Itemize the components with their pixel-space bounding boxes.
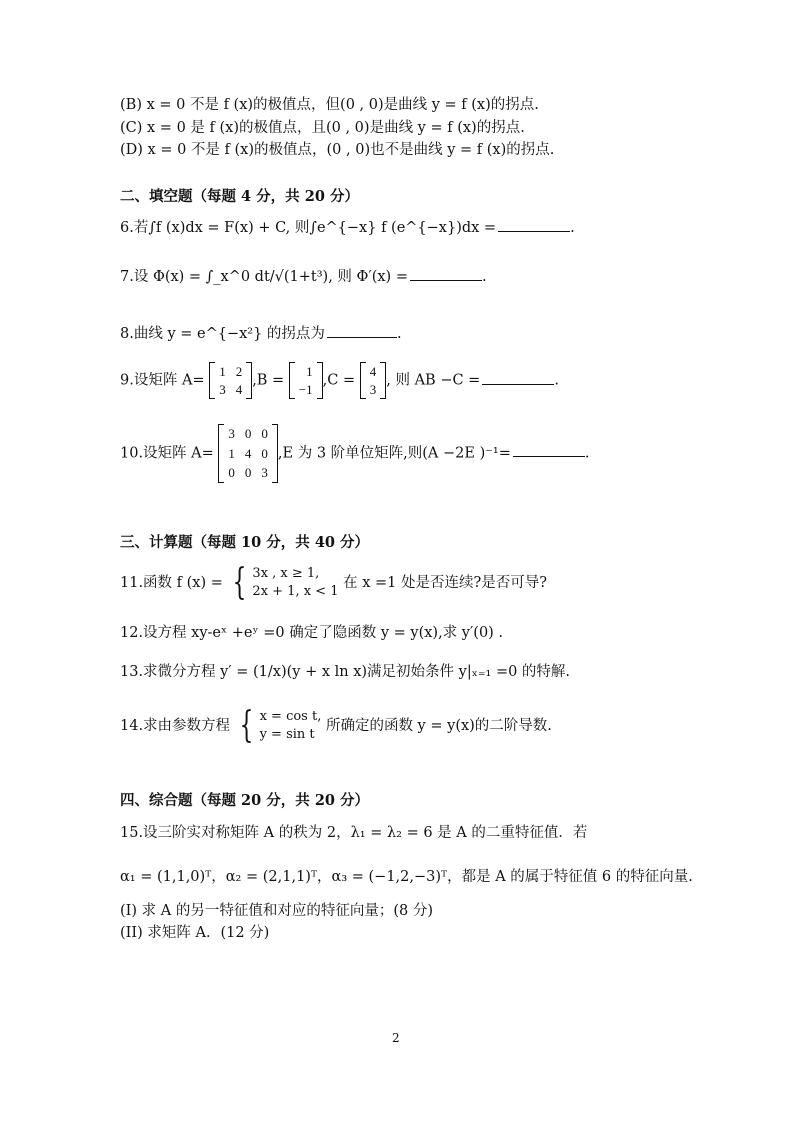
section3-heading: 三、计算题（每题 10 分，共 40 分） [120, 534, 370, 551]
matrix-cell: 0 [261, 445, 268, 461]
option-c: (C) x = 0 是 f (x)的极值点，且(0 , 0)是曲线 y = f (x)的拐点. [120, 120, 525, 136]
question-10-prefix: 10.设矩阵 A= [120, 445, 214, 462]
answer-blank [410, 266, 482, 281]
matrix-cell: −1 [298, 381, 313, 397]
matrix-cell: 3 [369, 381, 377, 397]
matrix-cell: 3 [261, 465, 268, 481]
question-14-prefix: 14.求由参数方程 [120, 718, 231, 734]
answer-blank [498, 217, 570, 232]
question-14 [120, 705, 552, 746]
case-row: 2x + 1, x < 1 [252, 584, 339, 599]
question-12: 12.设方程 xy-eˣ +eʸ =0 确定了隐函数 y = y(x),求 y′(0) . [120, 625, 504, 641]
answer-blank [513, 442, 585, 457]
question-15-part2: (II) 求矩阵 A．(12 分) [120, 925, 270, 941]
question-6-text: 6.若∫f (x)dx = F(x) + C, 则∫e^{−x} f (e^{−x})dx = [120, 220, 497, 236]
section2-heading: 二、填空题（每题 4 分，共 20 分） [120, 188, 359, 205]
matrix-cell: 1 [219, 364, 226, 379]
matrix-cell: 0 [244, 465, 252, 481]
question-10: 10.设矩阵 A= 3 0 0 1 4 0 0 0 3 ,E 为 3 阶单位矩阵,则(A −2E )⁻¹= . [120, 424, 589, 483]
question-8-text: 8.曲线 y = e^{−x²} 的拐点为 [120, 326, 325, 342]
question-9: 9.设矩阵 A= 1 2 3 4 ,B = 1 −1 ,C = 4 3 , 则 AB −C = . [120, 362, 559, 399]
matrix-cell: 4 [244, 445, 252, 461]
question-6: 6.若∫f (x)dx = F(x) + C, 则∫e^{−x} f (e^{−x})dx = . [120, 217, 575, 237]
matrix-a [209, 362, 252, 399]
question-14-suffix: 所确定的函数 y = y(x)的二阶导数. [325, 718, 552, 734]
question-9-prefix: 9.设矩阵 A= [120, 372, 205, 389]
question-15-line1: 15.设三阶实对称矩阵 A 的秩为 2，λ₁ = λ₂ = 6 是 A 的二重特征值．若 [120, 825, 588, 841]
case-row: x = cos t, [259, 709, 322, 725]
piecewise-function: { 3x , x ≥ 1, 2x + 1, x < 1 [232, 562, 339, 603]
matrix-cell: 0 [244, 426, 252, 441]
question-10-suffix: ,E 为 3 阶单位矩阵,则(A −2E )⁻¹= [277, 445, 511, 462]
page-number: 2 [392, 1031, 400, 1045]
answer-blank [482, 370, 554, 385]
matrix-b [289, 362, 323, 399]
parametric-system: { x = cos t, y = sin t [239, 705, 322, 746]
section4-heading: 四、综合题（每题 20 分，共 20 分） [120, 792, 370, 809]
matrix-cell: 0 [261, 426, 268, 441]
matrix-c [360, 362, 387, 399]
question-11-prefix: 11.函数 f (x) = [120, 575, 223, 591]
question-9-suffix: , 则 AB −C = [386, 372, 481, 389]
question-7: 7.设 Φ(x) = ∫_x^0 dt/√(1+t³), 则 Φ′(x) = . [120, 266, 487, 286]
matrix-cell: 2 [235, 364, 243, 379]
option-b: (B) x = 0 不是 f (x)的极值点，但(0 , 0)是曲线 y = f (x)的拐点. [120, 97, 539, 113]
question-13: 13.求微分方程 y′ = (1/x)(y + x ln x)满足初始条件 y|ₓ₌₁ =0 的特解. [120, 664, 571, 680]
matrix-cell: 4 [369, 364, 377, 379]
matrix-cell: 0 [228, 465, 235, 481]
matrix-cell: 1 [228, 445, 235, 461]
question-15-line2: α₁ = (1,1,0)ᵀ，α₂ = (2,1,1)ᵀ，α₃ = (−1,2,−3)ᵀ，都是 A 的属于特征值 6 的特征向量. [120, 869, 693, 885]
case-row: 3x , x ≥ 1, [252, 566, 320, 582]
question-7-text: 7.设 Φ(x) = ∫_x^0 dt/√(1+t³), 则 Φ′(x) = [120, 269, 408, 285]
matrix-cell: 1 [306, 364, 313, 379]
question-8: 8.曲线 y = e^{−x²} 的拐点为 . [120, 323, 402, 343]
question-11-suffix: 在 x =1 处是否连续?是否可导? [343, 575, 548, 591]
option-d: (D) x = 0 不是 f (x)的极值点，(0 , 0)也不是曲线 y = f (x)的拐点. [120, 142, 555, 158]
question-11 [120, 562, 548, 603]
matrix-cell: 3 [228, 426, 235, 441]
matrix-a-3x3 [218, 424, 278, 483]
matrix-cell: 3 [219, 381, 226, 397]
matrix-cell: 4 [235, 381, 243, 397]
case-row: y = sin t [259, 727, 315, 742]
question-15-part1: (I) 求 A 的另一特征值和对应的特征向量；(8 分) [120, 903, 433, 919]
answer-blank [327, 323, 397, 338]
